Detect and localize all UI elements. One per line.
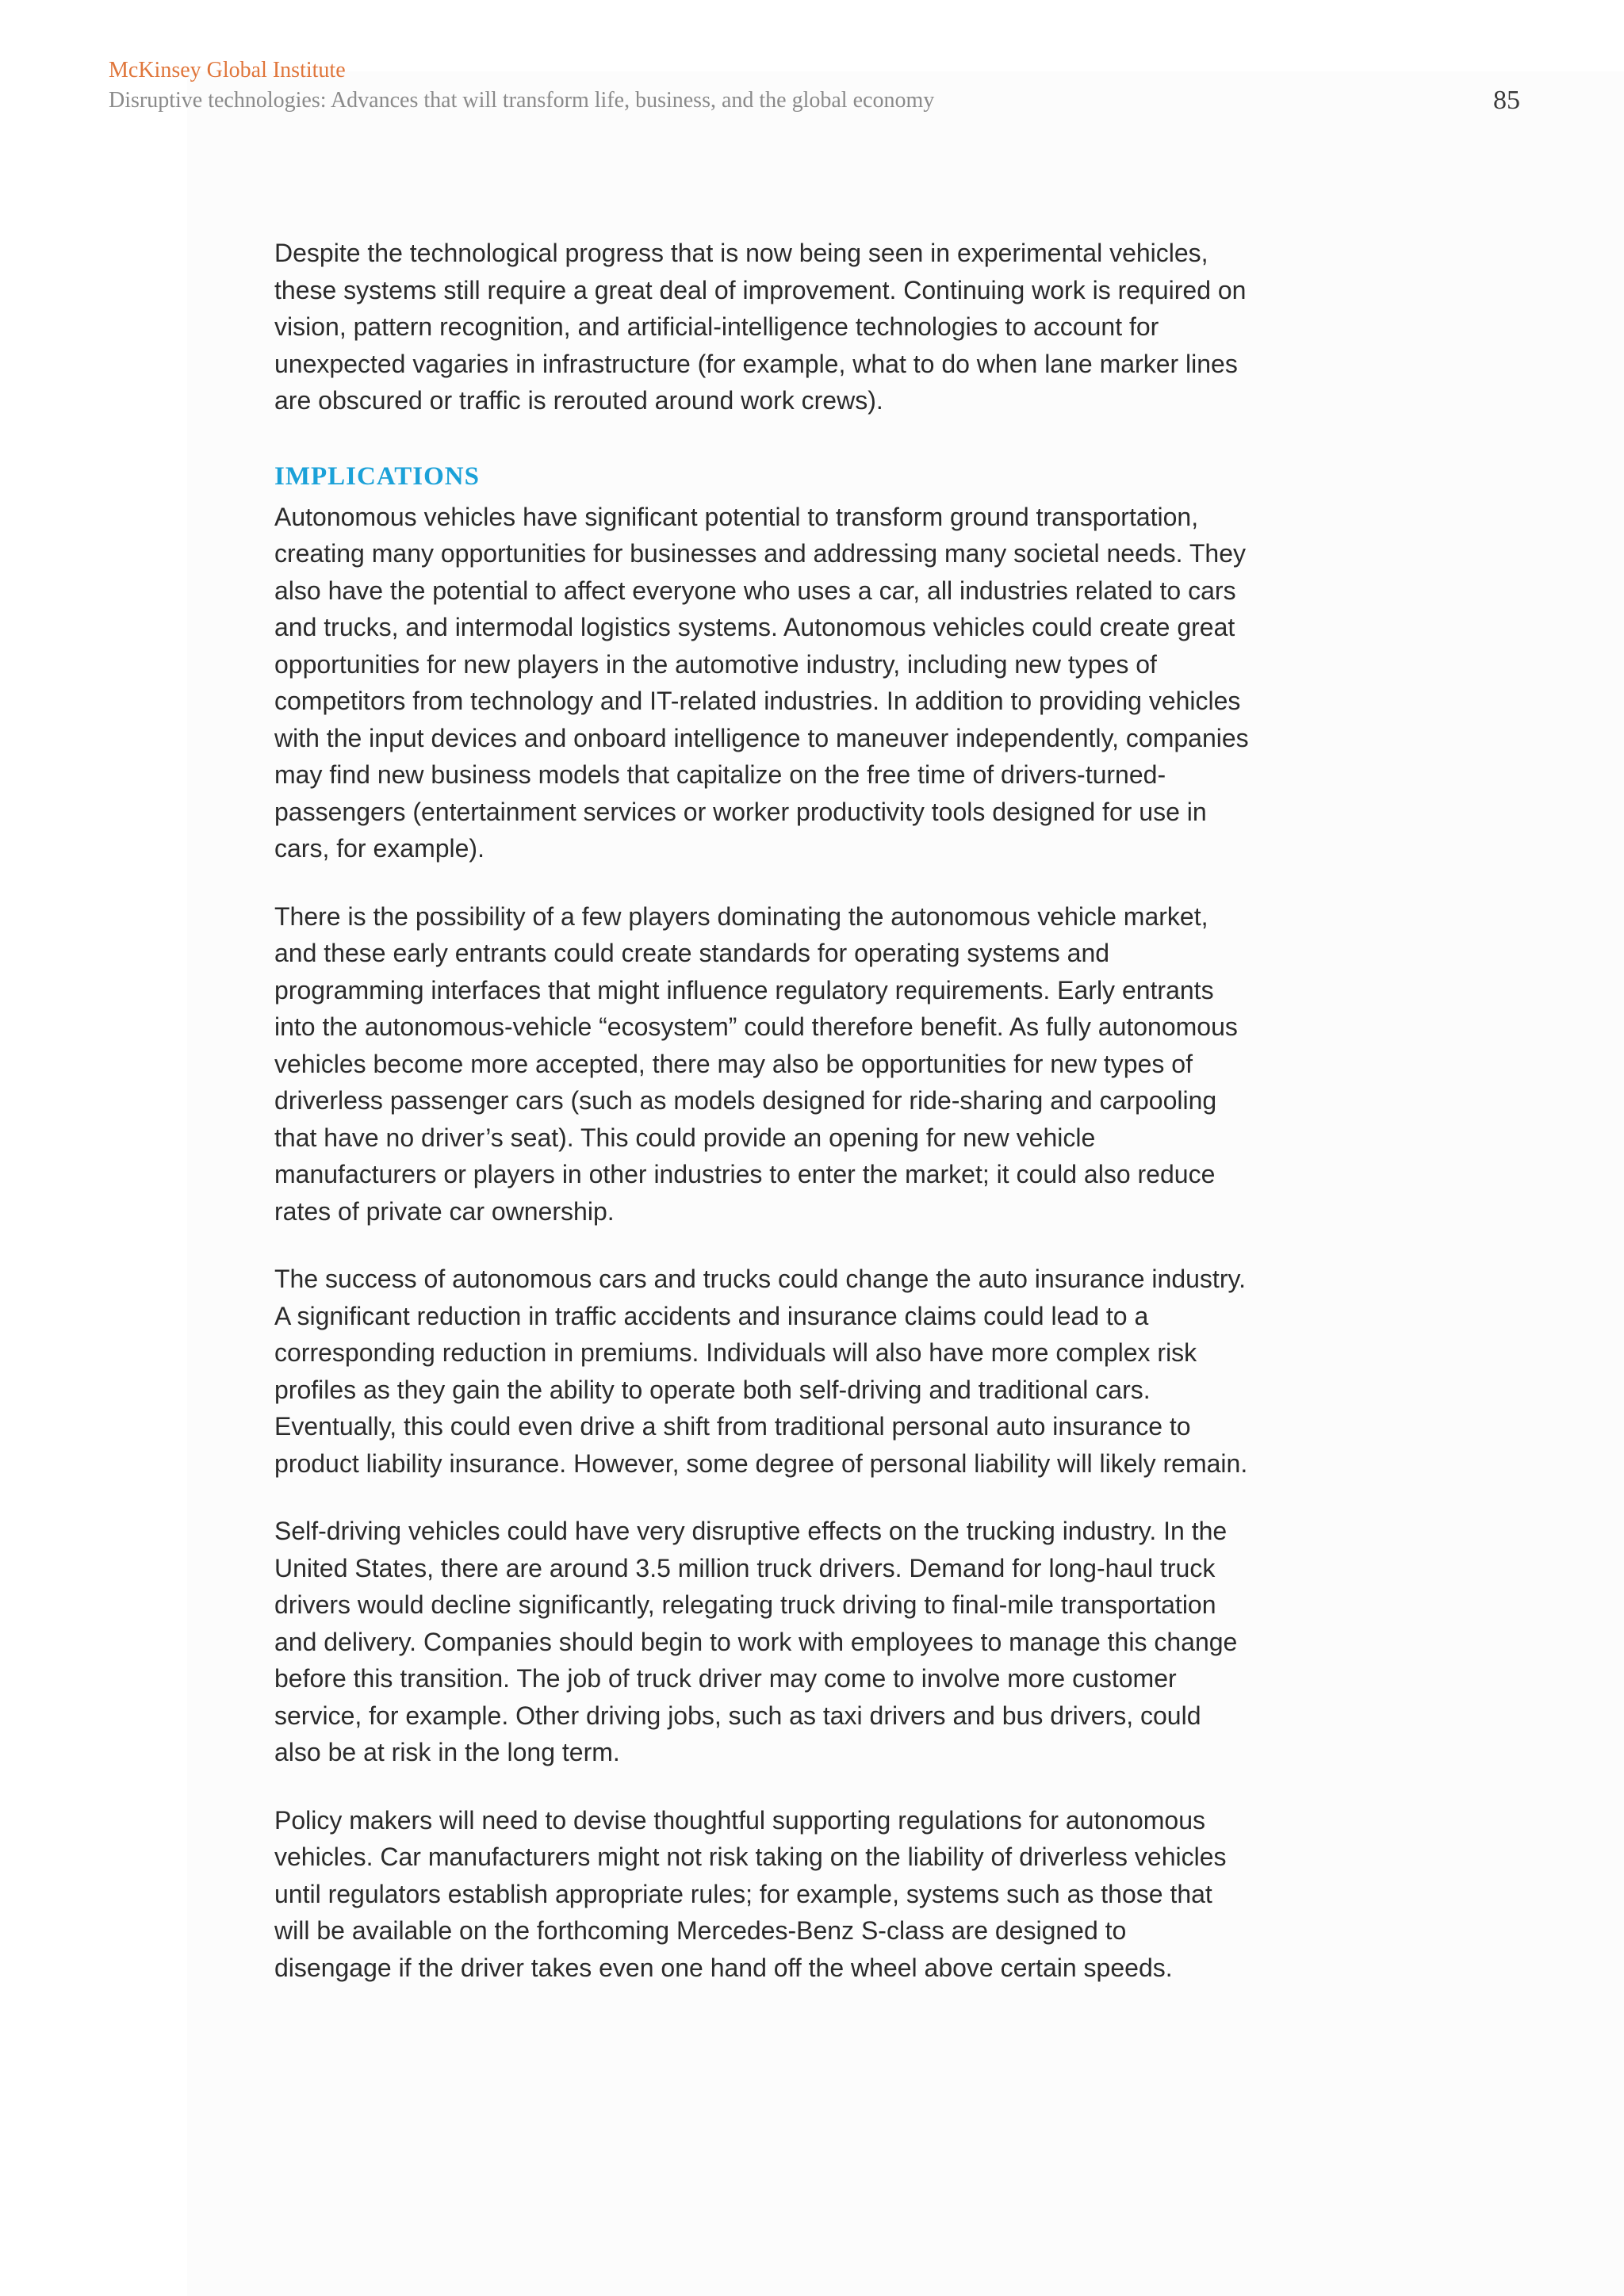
intro-paragraph: Despite the technological progress that is now being seen in experimental vehicles, these systems still require a great deal of improvement. Continuing work is required on vision, pattern recognition, and artificial-intelligence technologies to account for unexpected vagaries in infrastructure (for example, what to do when lane marker lines are obscured or traffic is rerouted around work crews).: [274, 239, 1247, 415]
paragraph-3: The success of autonomous cars and trucks could change the auto insurance industry. A significant reduction in traffic accidents and insurance claims could lead to a corresponding reduction in premiums. Individuals will also have more complex risk profiles as they gain the ability to operate both self-driving and traditional cars. Eventually, this could even drive a shift from traditional personal auto insurance to product liability insurance. However, some degree of personal liability will likely remain.: [274, 1265, 1248, 1478]
page-number: 85: [1493, 86, 1520, 115]
document-title: Disruptive technologies: Advances that will transform life, business, and the global economy: [109, 88, 935, 113]
paragraph-4: Self-driving vehicles could have very disruptive effects on the trucking industry. In the United States, there are around 3.5 million truck drivers. Demand for long-haul truck drivers would decline significantly, relegating truck driving to final-mile transportation and delivery. Companies should begin to work with employees to manage this change before this transition. The job of truck driver may come to involve more customer service, for example. Other driving jobs, such as taxi drivers and bus drivers, could also be at risk in the long term.: [274, 1517, 1238, 1766]
body-content: [274, 235, 1250, 2017]
running-header: [109, 55, 1520, 116]
paragraph-1: Autonomous vehicles have significant potential to transform ground transportation, creating many opportunities for businesses and addressing many societal needs. They also have the potential to affect everyone who uses a car, all industries related to cars and trucks, and intermodal logistics systems. Autonomous vehicles could create great opportunities for new players in the automotive industry, including new types of competitors from technology and IT-related industries. In addition to providing vehicles with the input devices and onboard intelligence to maneuver independently, companies may find new business models that capitalize on the free time of drivers-turned-passengers (entertainment services or worker productivity tools designed for use in cars, for example).: [274, 502, 1249, 863]
paragraph-5: Policy makers will need to devise thoughtful supporting regulations for autonomous vehicles. Car manufacturers might not risk taking on the liability of driverless vehicles until regulators establish appropriate rules; for example, systems such as those that will be available on the forthcoming Mercedes-Benz S-class are designed to disengage if the driver takes even one hand off the wheel above certain speeds.: [274, 1805, 1227, 1982]
paragraph-2: There is the possibility of a few players dominating the autonomous vehicle market, and these early entrants could create standards for operating systems and programming interfaces that might influence regulatory requirements. Early entrants into the autonomous-vehicle “ecosystem” could therefore benefit. As fully autonomous vehicles become more accepted, there may also be opportunities for new types of driverless passenger cars (such as models designed for ride-sharing and carpooling that have no driver’s seat). This could provide an opening for new vehicle manufacturers or players in other industries to enter the market; it could also reduce rates of private car ownership.: [274, 901, 1238, 1226]
publisher-name: McKinsey Global Institute: [109, 58, 346, 82]
section-heading-implications: IMPLICATIONS: [274, 461, 480, 491]
